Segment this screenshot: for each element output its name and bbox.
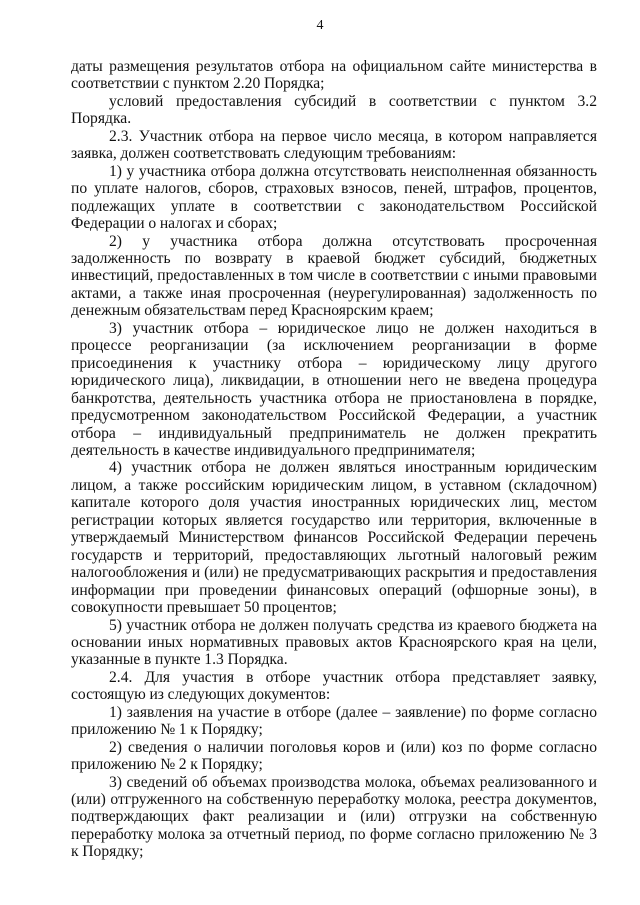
paragraph-publication-dates: даты размещения результатов отбора на официальном сайте министерства в соответствии с пунктом 2.20 Порядка;	[71, 58, 597, 93]
requirement-item-1: 1) у участника отбора должна отсутствовать неисполненная обязанность по уплате налогов, сборов, страховых взносов, пеней, штрафов, процентов, подлежащих уплате в соответствии с законодательством Российской Федерации о налогах и сборах;	[71, 162, 597, 233]
paragraph-2-4-application: 2.4. Для участия в отборе участник отбора представляет заявку, состоящую из следующих документов:	[71, 668, 597, 704]
document-item-2: 2) сведения о наличии поголовья коров и (или) коз по форме согласно приложению № 2 к Порядку;	[71, 738, 597, 774]
requirement-item-2: 2) у участника отбора должна отсутствовать просроченная задолженность по возврату в краевой бюджет субсидий, бюджетных инвестиций, предоставленных в том числе в соответствии с иными правовыми актами, а также иная просроченная (неурегулированная) задолженность по денежным обязательствам перед Красноярским краем;	[71, 232, 597, 320]
paragraph-subsidy-conditions: условий предоставления субсидий в соответствии с пунктом 3.2 Порядка.	[71, 92, 597, 128]
requirement-item-5: 5) участник отбора не должен получать средства из краевого бюджета на основании иных нормативных правовых актов Красноярского края на цели, указанные в пункте 1.3 Порядка.	[71, 616, 597, 669]
document-body	[71, 58, 597, 861]
requirement-item-4: 4) участник отбора не должен являться иностранным юридическим лицом, а также российским юридическим лицом, в уставном (складочном) капитале которого доля участия иностранных юридических лиц, местом регистрации которых является государство или территория, включенные в утверждаемый Министерством финансов Российской Федерации перечень государств и территорий, предоставляющих льготный налоговый режим налогообложения и (или) не предусматривающих раскрытия и предоставления информации при проведении финансовых операций (офшорные зоны), в совокупности превышает 50 процентов;	[71, 459, 597, 617]
requirement-item-3: 3) участник отбора – юридическое лицо не должен находиться в процессе реорганизации (за исключением реорганизации в форме присоединения к участнику отбора – юридическому лицу другого юридического лица), ликвидации, в отношении него не введена процедура банкротства, деятельность участника отбора не приостановлена в порядке, предусмотренном законодательством Российской Федерации, а участник отбора – индивидуальный предприниматель не должен прекратить деятельность в качестве индивидуального предпринимателя;	[71, 319, 597, 459]
document-item-3: 3) сведений об объемах производства молока, объемах реализованного и (или) отгруженного на собственную переработку молока, реестра документов, подтверждающих факт реализации и (или) отгрузки на собственную переработку молока за отчетный период, по форме согласно приложению № 3 к Порядку;	[71, 773, 597, 861]
document-item-1: 1) заявления на участие в отборе (далее – заявление) по форме согласно приложению № 1 к Порядку;	[71, 703, 597, 739]
page-number: 4	[316, 18, 324, 33]
paragraph-2-3-requirements: 2.3. Участник отбора на первое число месяца, в котором направляется заявка, должен соответствовать следующим требованиям:	[71, 127, 597, 163]
